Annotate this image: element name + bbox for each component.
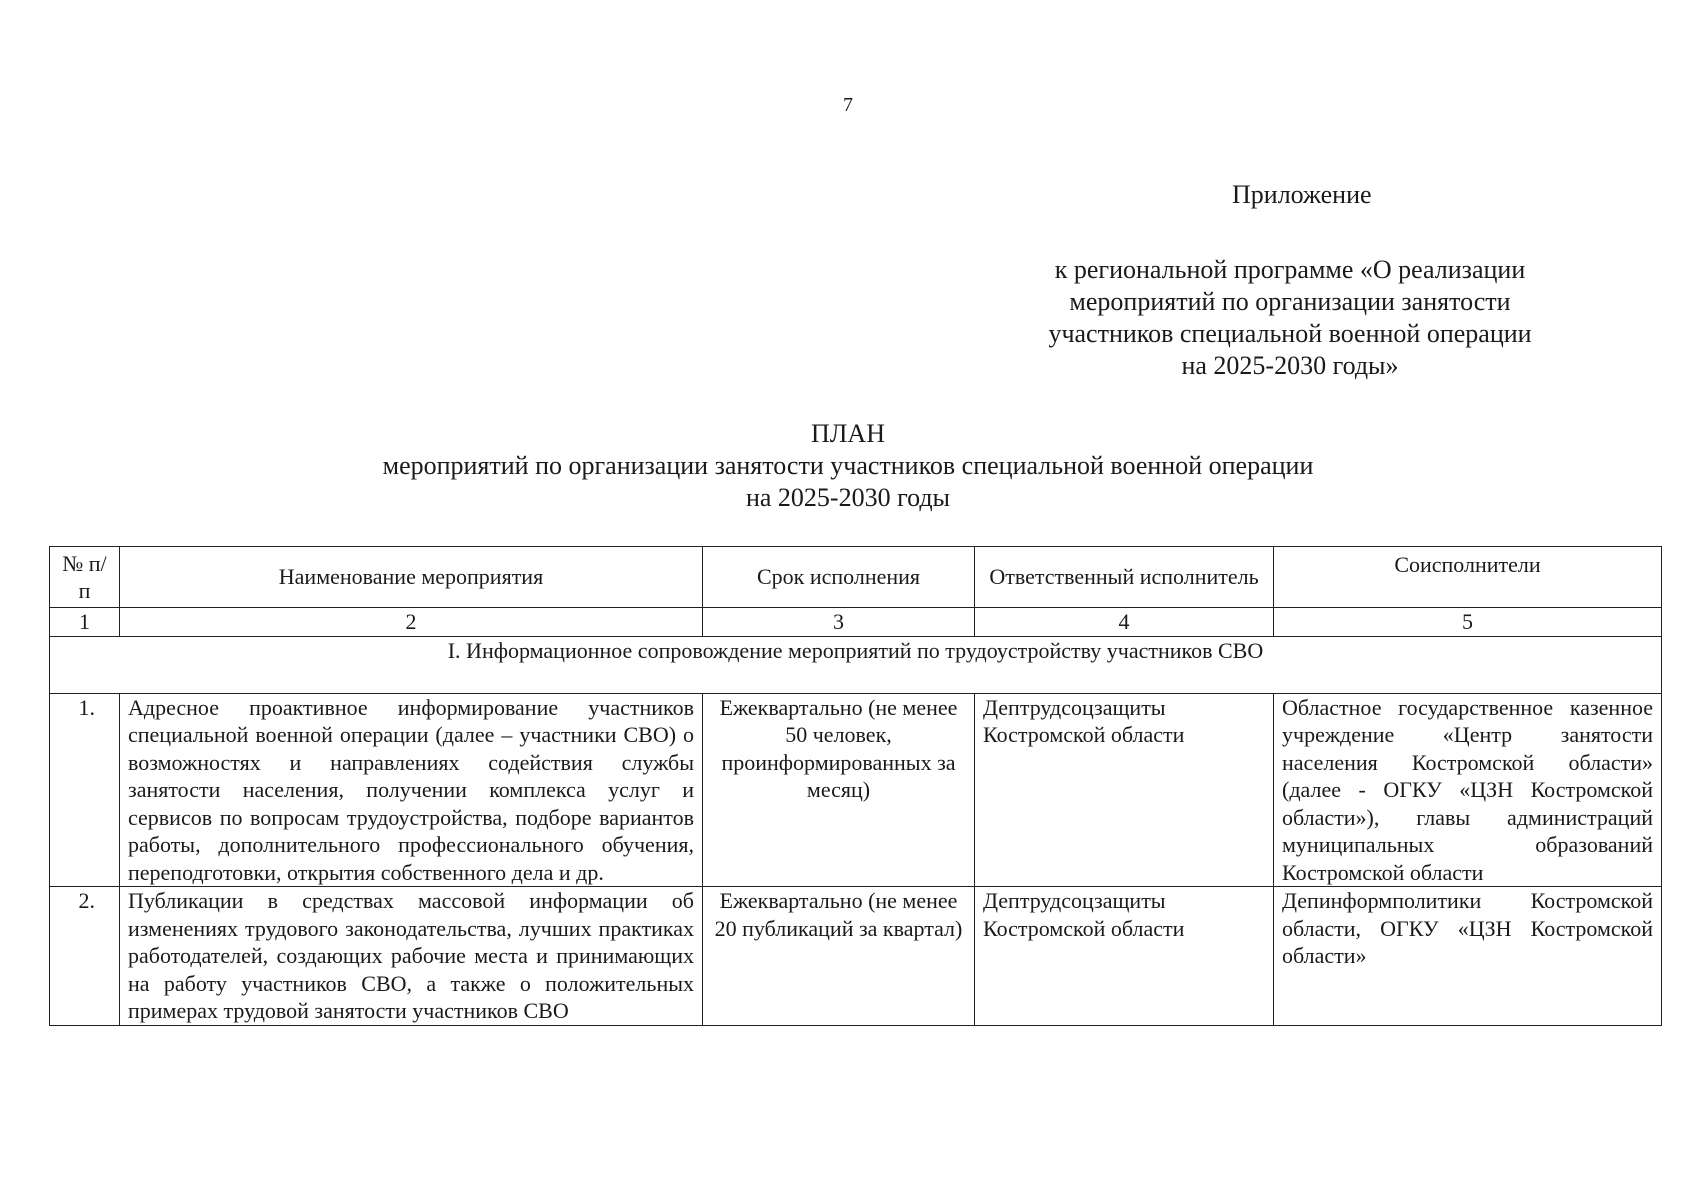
page-number: 7 [843,94,853,116]
plan-heading [0,418,1696,514]
row-name: Публикации в средствах массовой информации об изменениях трудового законодательства, лучших практиках работодателей, создающих рабочие места и принимающих на работу участников СВО, а также о положительных примерах трудовой занятости участников СВО [120,887,703,1026]
row-num: 1. [50,693,120,887]
section-row [50,636,1662,693]
header-term: Срок исполнения [703,547,975,608]
column-number: 3 [703,608,975,637]
row-term: Ежеквартально (не менее 50 человек, проинформированных за месяц) [703,693,975,887]
row-responsible: Дептрудсоцзащиты Костромской области [975,693,1274,887]
plan-subtitle-line: на 2025-2030 годы [745,483,951,512]
plan-table [49,546,1662,1026]
appendix-line: участников специальной военной операции [1048,319,1532,348]
row-responsible: Дептрудсоцзащиты Костромской области [975,887,1274,1026]
row-name: Адресное проактивное информирование участников специальной военной операции (далее – участники СВО) о возможностях и направлениях содействия службы занятости населения, получении комплекса услуг и сервисов по вопросам трудоустройства, подборе вариантов работы, дополнительного профессионального обучения, переподготовки, открытия собственного дела и др. [120,693,703,887]
row-term: Ежеквартально (не менее 20 публикаций за квартал) [703,887,975,1026]
appendix-subtitle [1020,254,1560,382]
header-responsible: Ответственный исполнитель [975,547,1274,608]
header-coexecutors: Соисполнители [1274,547,1662,608]
appendix-line: к региональной программе «О реализации [1054,255,1526,284]
header-name: Наименование мероприятия [120,547,703,608]
table-header-row [50,547,1662,608]
column-number: 1 [50,608,120,637]
column-number: 5 [1274,608,1662,637]
table-row [50,887,1662,1026]
row-coexecutors: Областное государственное казенное учреждение «Центр занятости населения Костромской области» (далее - ОГКУ «ЦЗН Костромской области»), главы администраций муниципальных образований Костромской области [1274,693,1662,887]
plan-title: ПЛАН [811,419,885,448]
row-coexecutors: Депинформполитики Костромской области, ОГКУ «ЦЗН Костромской области» [1274,887,1662,1026]
header-num: № п/п [50,547,120,608]
column-number: 2 [120,608,703,637]
column-number-row [50,608,1662,637]
table-row [50,693,1662,887]
row-num: 2. [50,887,120,1026]
section-title: I. Информационное сопровождение мероприятий по трудоустройству участников СВО [50,636,1662,693]
appendix-line: на 2025-2030 годы» [1181,351,1399,380]
column-number: 4 [975,608,1274,637]
appendix-title: Приложение [1232,180,1372,209]
appendix-line: мероприятий по организации занятости [1069,287,1511,316]
plan-subtitle-line: мероприятий по организации занятости участников специальной военной операции [382,451,1314,480]
